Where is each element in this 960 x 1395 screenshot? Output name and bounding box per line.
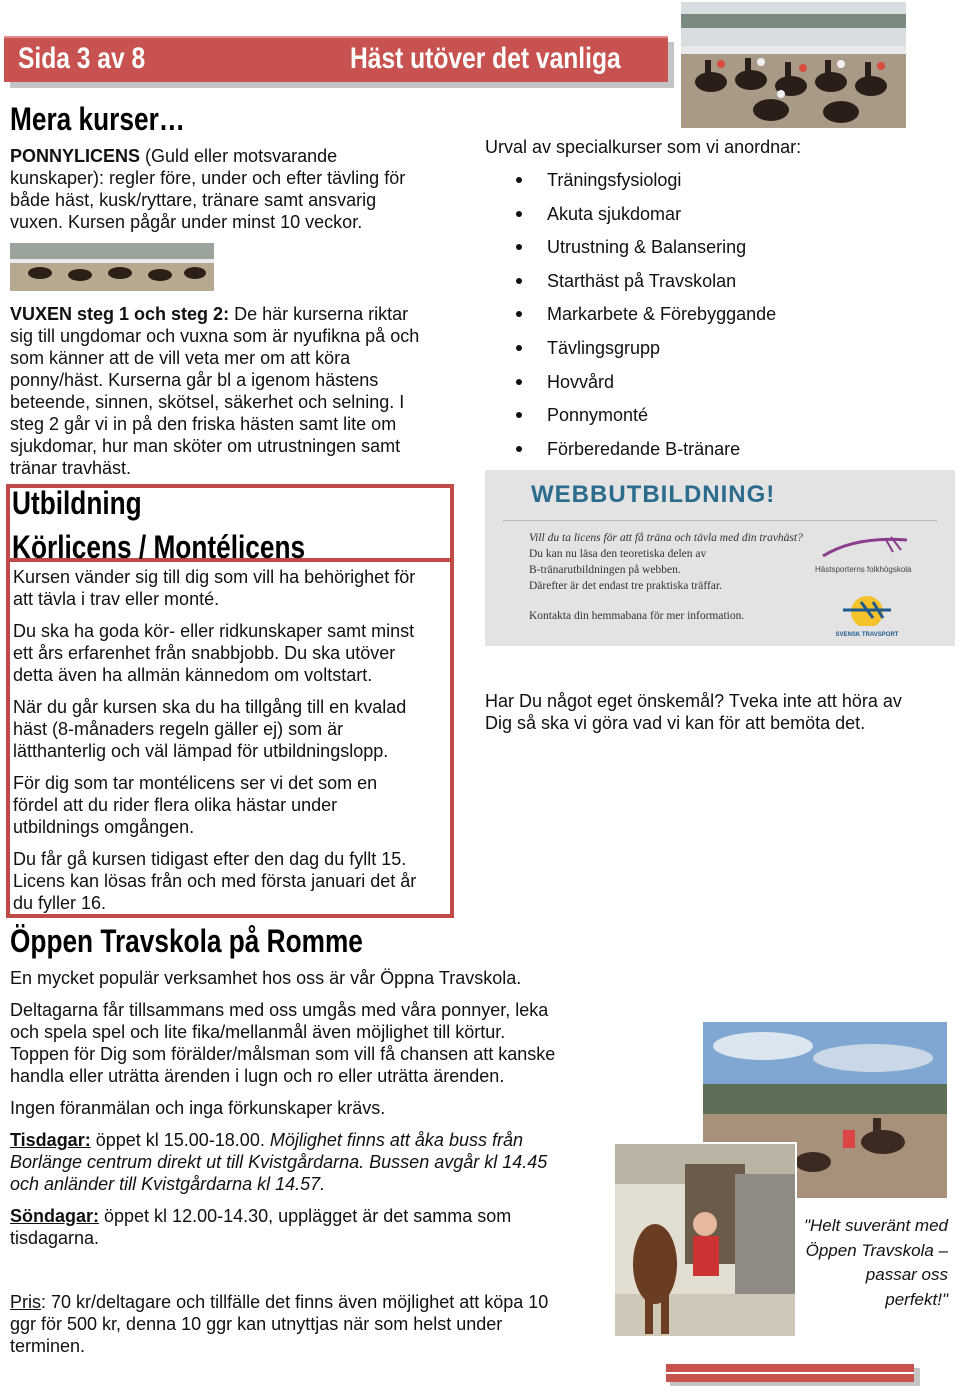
list-item [485,203,935,237]
sondagar-text: öppet kl 12.00-14.30, upplägget är det samma som [99,1206,512,1226]
page-number: Sida 3 av 8 [18,42,146,75]
list-item-label: Träningsfysiologi [547,170,682,190]
vuxen-paragraph [10,303,470,479]
stable-pony-illustration [615,1144,797,1338]
bullet-icon [516,244,522,250]
bullet-icon [516,379,522,385]
webb-line: Därefter är det endast tre praktiska träffar. [529,580,722,592]
list-item-label: Förberedande B-tränare [547,438,741,459]
vuxen-line: som känner att de vill veta mer om att köra [10,348,351,368]
utbildning-line: Du får gå kursen tidigast efter den dag du fyllt 15. [13,849,407,869]
tisdagar-note: Borlänge centrum direkt ut till Kvistgårdarna. Bussen avgår kl 14.45 [10,1152,548,1172]
utbildning-line: ett års erfarenhet från snabbjobb. Du ska utöver [13,643,396,663]
webb-line: Du kan nu läsa den teoretiska delen av [529,548,707,560]
pris-text: terminen. [10,1336,86,1356]
utbildning-line: utbildnings omgången. [13,817,195,837]
vuxen-line: tränar travhäst. [10,458,132,478]
ponnylicens-line: vuxen. Kursen pågår under minst 10 veckor. [10,212,363,232]
list-item-label: Markarbete & Förebyggande [547,304,777,325]
list-item [485,337,935,371]
webbutbildning-banner[interactable] [485,470,955,646]
webb-line: B-tränarutbildningen på webben. [529,564,681,576]
ponnylicens-text: (Guld eller motsvarande [140,146,338,166]
list-item-label: Ponnymonté [547,405,649,426]
webbutbildning-text [529,530,819,624]
vuxen-line: sig till ungdomar och vuxna som är nyufikna på och [10,326,420,346]
pony-race-illustration [10,243,214,291]
onskemal-paragraph [485,690,955,734]
list-item [485,169,935,203]
webb-line: Vill du ta licens för att få träna och tävla med din travhäst? [529,532,803,544]
travskola-line: handla eller uträtta ärenden i lugn och ro eller uträtta ärenden. [10,1066,505,1086]
bullet-icon [516,177,522,183]
specialkurser-list [485,169,935,471]
quote-line: Öppen Travskola – [805,1240,948,1260]
quote-line: perfekt!" [885,1289,948,1309]
utbildning-line: Licens kan lösas från och med första januari det år [13,871,417,891]
section-heading-kurser: Mera kurser… [10,101,186,137]
utbildning-line: lätthanterlig och väl lämpad för utbildningslopp. [13,741,389,761]
specialkurser-intro: Urval av specialkurser som vi anordnar: [485,137,802,157]
pris-text: ggr för 500 kr, denna 10 ggr kan utnyttjas när som helst under [10,1314,503,1334]
list-item [485,236,935,270]
utbildning-body [13,566,451,914]
folkhogskola-logo-icon [815,534,915,560]
list-item [485,371,935,405]
svensk-travsport-logo [827,592,907,638]
footer-bar-line [666,1372,914,1374]
harness-race-photo [681,2,906,128]
list-item-label: Akuta sjukdomar [547,203,682,224]
utbildning-line: detta även ha allmän kännedom om voltstart. [13,665,373,685]
utbildning-line: Kursen vänder sig till dig som vill ha behörighet för [13,567,416,587]
webb-line: Kontakta din hemmabana för mer information. [529,610,745,622]
vuxen-line: sjukdomar, hur man sköter om utrustningen samt [10,436,401,456]
travskola-line: Deltagarna får tillsammans med oss umgås med våra ponnyer, leka [10,1000,549,1020]
utbildning-line: För dig som tar montélicens ser vi det som en [13,773,378,793]
page-title: Häst utöver det vanliga [350,42,621,75]
list-item-label: Tävlingsgrupp [547,337,661,358]
bullet-icon [516,446,522,452]
list-item-label: Starthäst på Travskolan [547,270,737,291]
bullet-icon [516,278,522,284]
quote-line: "Helt suveränt med [804,1216,948,1235]
vuxen-lead: VUXEN steg 1 och steg 2: [10,304,230,324]
harness-race-illustration [681,2,906,128]
vuxen-text: De här kurserna riktar [229,304,409,324]
svensk-travsport-logo-icon [827,592,907,626]
folkhogskola-logo [815,534,915,574]
tisdagar-label: Tisdagar: [10,1130,91,1150]
stable-pony-photo [613,1142,797,1338]
sondagar-label: Söndagar: [10,1206,100,1226]
ponnylicens-lead: PONNYLICENS [10,146,141,166]
travskola-line: En mycket populär verksamhet hos oss är vår Öppna Travskola. [10,968,522,988]
utbildning-heading: Utbildning [12,485,142,521]
pony-race-photo [10,243,214,291]
onskemal-line: Har Du något eget önskemål? Tveka inte att höra av [485,691,902,711]
travskola-heading: Öppen Travskola på Romme [10,923,363,959]
list-item [485,303,935,337]
list-item-label: Utrustning & Balansering [547,237,747,258]
quote [796,1214,948,1312]
onskemal-line: Dig så ska vi göra vad vi kan för att bemöta det. [485,713,866,733]
ponnylicens-line: kunskaper): regler före, under och efter tävling för [10,168,406,188]
bullet-icon [516,345,522,351]
quote-line: passar oss [865,1265,948,1284]
tisdagar-time: öppet kl 15.00-18.00. [90,1130,270,1150]
vuxen-line: steg 2 går vi in på den friska hästen samt lite om [10,414,397,434]
utbildning-line: att tävla i trav eller monté. [13,589,220,609]
bullet-icon [516,311,522,317]
travskola-body [10,967,610,1357]
tisdagar-note: Möjlighet finns att åka buss från [269,1130,523,1150]
list-item [485,438,935,472]
ponnylicens-paragraph [10,145,470,233]
bullet-icon [516,211,522,217]
licens-heading: Körlicens / Montélicens [12,529,306,565]
bullet-icon [516,412,522,418]
list-item [485,404,935,438]
list-item-label: Hovvård [547,371,615,392]
utbildning-line: häst (8-månaders regeln gäller ej) som är [13,719,344,739]
page-header [4,36,668,82]
pris-label: Pris [10,1292,41,1312]
vuxen-line: beteende, sinnen, skötsel, säkerhet och selning. I [10,392,405,412]
ponnylicens-line: både häst, kusk/ryttare, tränare samt ansvarig [10,190,377,210]
utbildning-line: När du går kursen ska du ha tillgång till en kvalad [13,697,407,717]
utbildning-line: Du ska ha goda kör- eller ridkunskaper samt minst [13,621,415,641]
sondagar-text: tisdagarna. [10,1228,100,1248]
svensk-travsport-logo-text: SVENSK TRAVSPORT [835,632,899,638]
webbutbildning-divider [503,520,937,521]
tisdagar-note: och anländer till Kvistgårdarna kl 14.57. [10,1174,326,1194]
utbildning-line: du fyller 16. [13,893,107,913]
pris-text: : 70 kr/deltagare och tillfälle det finns även möjlighet att köpa 10 [41,1292,549,1312]
utbildning-line: fördel att du rider flera olika hästar under [13,795,338,815]
vuxen-line: ponny/häst. Kurserna går bl a igenom hästens [10,370,379,390]
travskola-line: och spela spel och lite fika/mellanmål även möjlighet till körtur. [10,1022,506,1042]
list-item [485,270,935,304]
travskola-line: Toppen för Dig som förälder/målsman som vill få chansen att kanske [10,1044,556,1064]
travskola-line: Ingen föranmälan och inga förkunskaper krävs. [10,1098,386,1118]
webbutbildning-title: WEBBUTBILDNING! [531,481,776,508]
folkhogskola-logo-text: Hästsporterns folkhögskola [815,565,912,574]
